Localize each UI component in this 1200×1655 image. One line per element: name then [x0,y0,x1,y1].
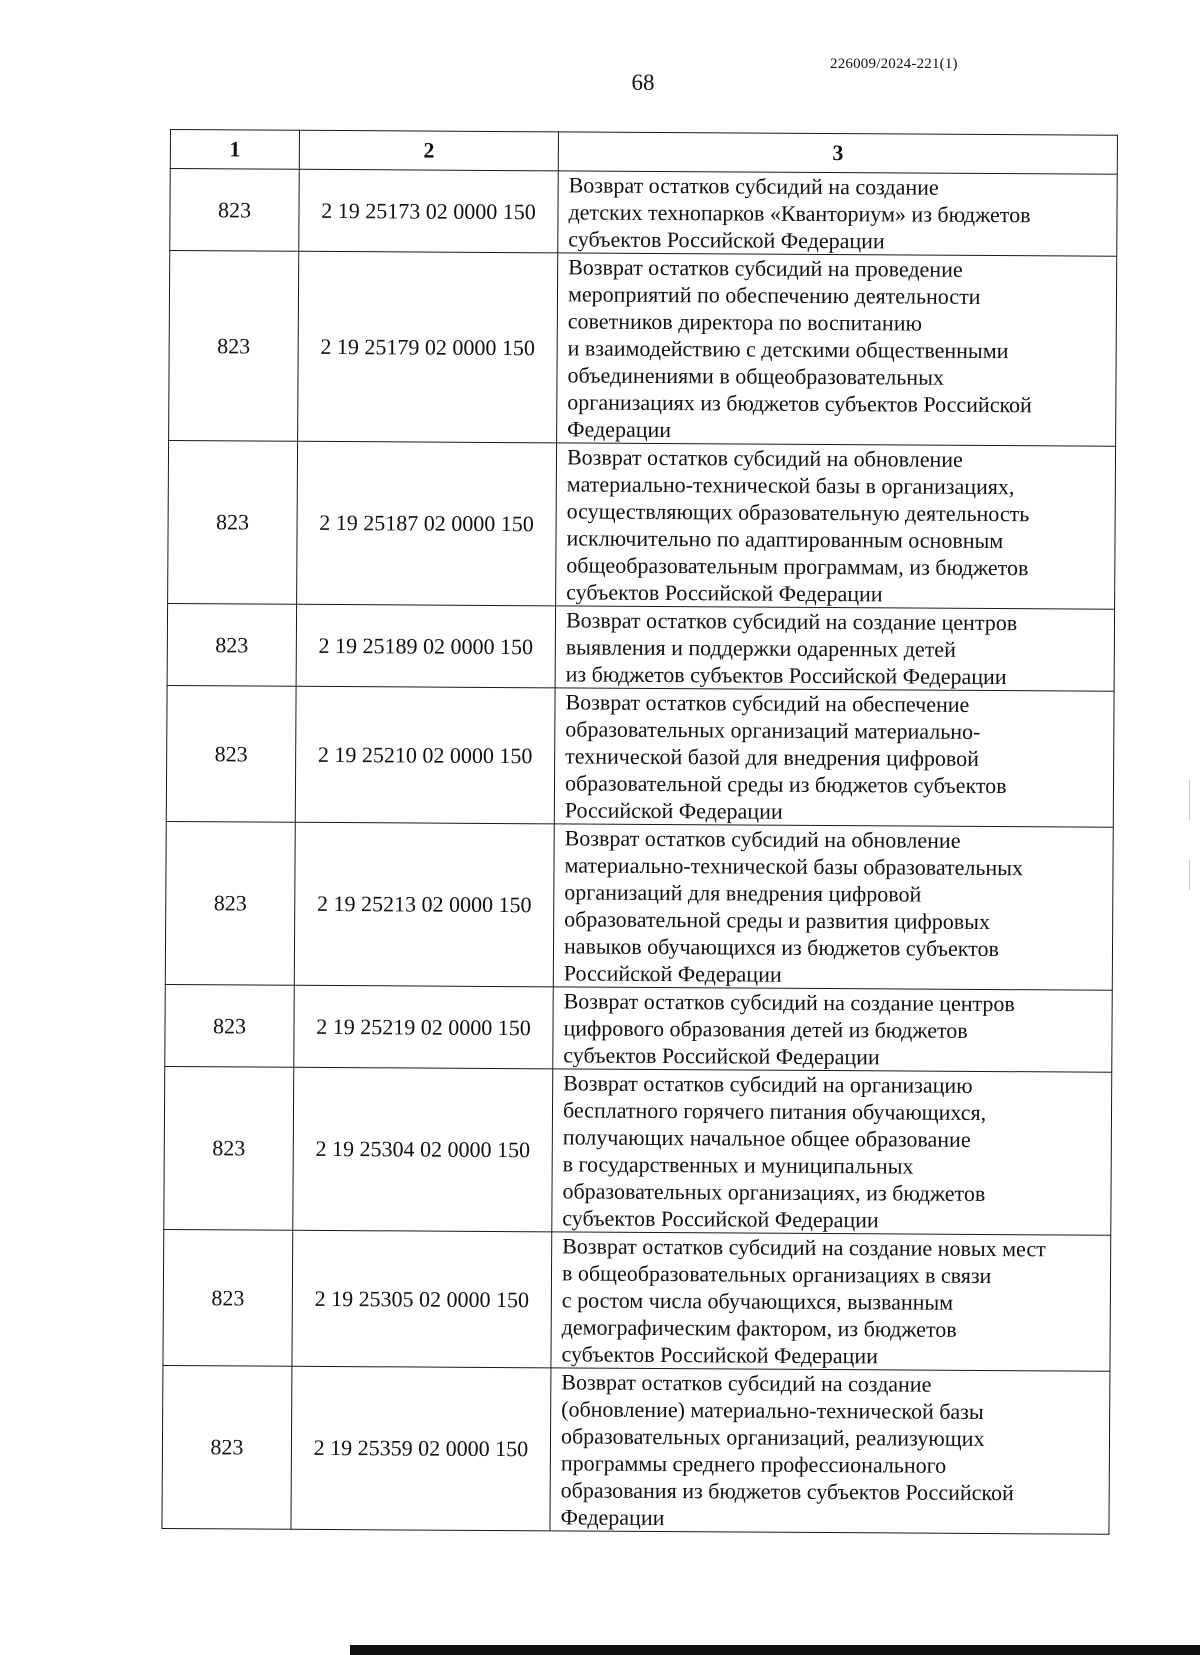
description-line: образовательной среды из бюджетов субъектов [564,770,1007,799]
description-line: Федерации [567,416,672,443]
column-header-1: 1 [170,130,299,170]
admin-code-cell: 823 [166,685,296,822]
description-line: бесплатного горячего питания обучающихся, [562,1097,987,1126]
description-line: Возврат остатков субсидий на создание новых мест [562,1233,1046,1262]
description-line: Федерации [560,1504,665,1531]
scan-edge-mark [1189,860,1190,890]
scan-edge-mark [1189,780,1190,820]
description-line: демографическим фактором, из бюджетов [561,1314,957,1342]
description-cell [551,1232,1111,1371]
table-body [162,169,1117,1535]
description-line: Возврат остатков субсидий на создание центров [563,988,1015,1017]
description-line: объединениями в общеобразовательных [567,362,944,390]
description-cell [558,171,1117,256]
description-line: Российской Федерации [564,797,783,824]
description-line: образовательных организаций материально- [565,716,981,744]
admin-code-cell: 823 [170,169,299,252]
description-line: Возврат остатков субсидий на организацию [563,1070,973,1098]
description-line: выявления и поддержки одаренных детей [565,634,956,662]
kbk-code-cell: 2 19 25179 02 0000 150 [298,251,558,443]
description-line: с ростом числа обучающихся, вызванным [561,1287,954,1315]
description-line: Российской Федерации [563,960,782,987]
table-row [169,251,1117,447]
description-line: Возврат остатков субсидий на проведение [568,254,963,282]
description-line: субъектов Российской Федерации [563,1042,880,1070]
description-line: программы среднего профессионального [560,1450,947,1478]
budget-classification-table [161,129,1118,1535]
description-line: организациях из бюджетов субъектов Российской [567,389,1032,418]
description-line: Возврат остатков субсидий на обновление [564,825,961,853]
description-line: субъектов Российской Федерации [566,579,883,607]
kbk-code-cell: 2 19 25210 02 0000 150 [295,686,555,824]
description-cell [553,824,1113,990]
column-header-3: 3 [558,132,1117,174]
kbk-code-cell: 2 19 25213 02 0000 150 [294,822,554,987]
description-line: осуществляющих образовательную деятельность [566,498,1030,527]
admin-code-cell: 823 [168,440,298,604]
admin-code-cell: 823 [167,603,296,686]
table-row [165,984,1112,1072]
table-row [168,440,1116,609]
description-line: образовательных организациях, из бюджетов [562,1178,986,1206]
description-line: материально-технической базы в организациях, [566,471,1015,500]
table-row [170,169,1117,257]
description-line: детских технопарков «Кванториум» из бюджетов [568,199,1031,228]
admin-code-cell: 823 [162,1365,292,1529]
kbk-code-cell: 2 19 25187 02 0000 150 [297,441,557,606]
description-line: общеобразовательным программам, из бюджетов [566,552,1029,581]
header-row [170,130,1117,175]
table-row [165,821,1113,990]
description-line: субъектов Российской Федерации [568,226,885,254]
description-line: субъектов Российской Федерации [562,1205,879,1233]
column-header-2: 2 [299,130,558,171]
description-line: Возврат остатков субсидий на создание центров [565,607,1018,636]
description-line: Возврат остатков субсидий на создание [561,1369,932,1397]
kbk-code-cell: 2 19 25305 02 0000 150 [292,1230,552,1368]
kbk-code-cell: 2 19 25359 02 0000 150 [291,1366,551,1531]
description-line: в общеобразовательных организациях в связи [561,1260,992,1289]
description-cell [556,443,1116,609]
admin-code-cell: 823 [163,1229,293,1366]
description-line: субъектов Российской Федерации [561,1341,879,1369]
description-line: образования из бюджетов субъектов Российской [560,1477,1014,1506]
description-line: технической базой для внедрения цифровой [565,743,980,771]
description-line: организаций для внедрения цифровой [564,879,922,907]
table-row [167,603,1114,691]
page-number: 68 [631,70,655,95]
description-line: (обновление) материально-технической базы [561,1396,984,1424]
description-line: мероприятий по обеспечению деятельности [567,281,981,309]
kbk-code-cell: 2 19 25189 02 0000 150 [296,604,555,688]
admin-code-cell: 823 [169,251,299,442]
description-line: и взаимодействию с детскими общественными [567,335,1009,364]
description-cell [555,606,1114,691]
description-line: советников директора по воспитанию [567,308,923,336]
table-header [170,130,1117,175]
kbk-code-cell: 2 19 25219 02 0000 150 [294,985,553,1069]
admin-code-cell: 823 [165,984,294,1067]
description-line: навыков обучающихся из бюджетов субъектов [563,933,999,962]
description-line: цифрового образования детей из бюджетов [563,1015,968,1043]
description-line: из бюджетов субъектов Российской Федерации [565,661,1007,690]
scan-border-bar [350,1645,1200,1655]
description-cell [557,253,1117,446]
description-line: Возврат остатков субсидий на обеспечение [565,689,970,717]
description-line: материально-технической базы образовательных [564,852,1024,881]
description-line: образовательных организаций, реализующих [560,1423,985,1451]
description-line: в государственных и муниципальных [562,1151,914,1179]
table-row [164,1066,1112,1235]
description-cell [554,688,1114,827]
description-line: Возврат остатков субсидий на создание [568,172,939,200]
kbk-code-cell: 2 19 25304 02 0000 150 [293,1067,553,1232]
description-line: Возврат остатков субсидий на обновление [566,444,963,472]
description-cell [553,987,1112,1072]
description-cell [550,1368,1110,1534]
admin-code-cell: 823 [165,821,295,985]
table-row [166,685,1114,827]
description-line: образовательной среды и развития цифровых [564,906,991,935]
document-registration-number: 226009/2024-221(1) [830,56,958,72]
description-cell [552,1069,1112,1235]
kbk-code-cell: 2 19 25173 02 0000 150 [299,169,558,253]
description-line: исключительно по адаптированным основным [566,525,1004,554]
table-row [163,1229,1111,1371]
admin-code-cell: 823 [164,1066,294,1230]
table-row [162,1365,1110,1534]
description-line: получающих начальное общее образование [562,1124,971,1152]
